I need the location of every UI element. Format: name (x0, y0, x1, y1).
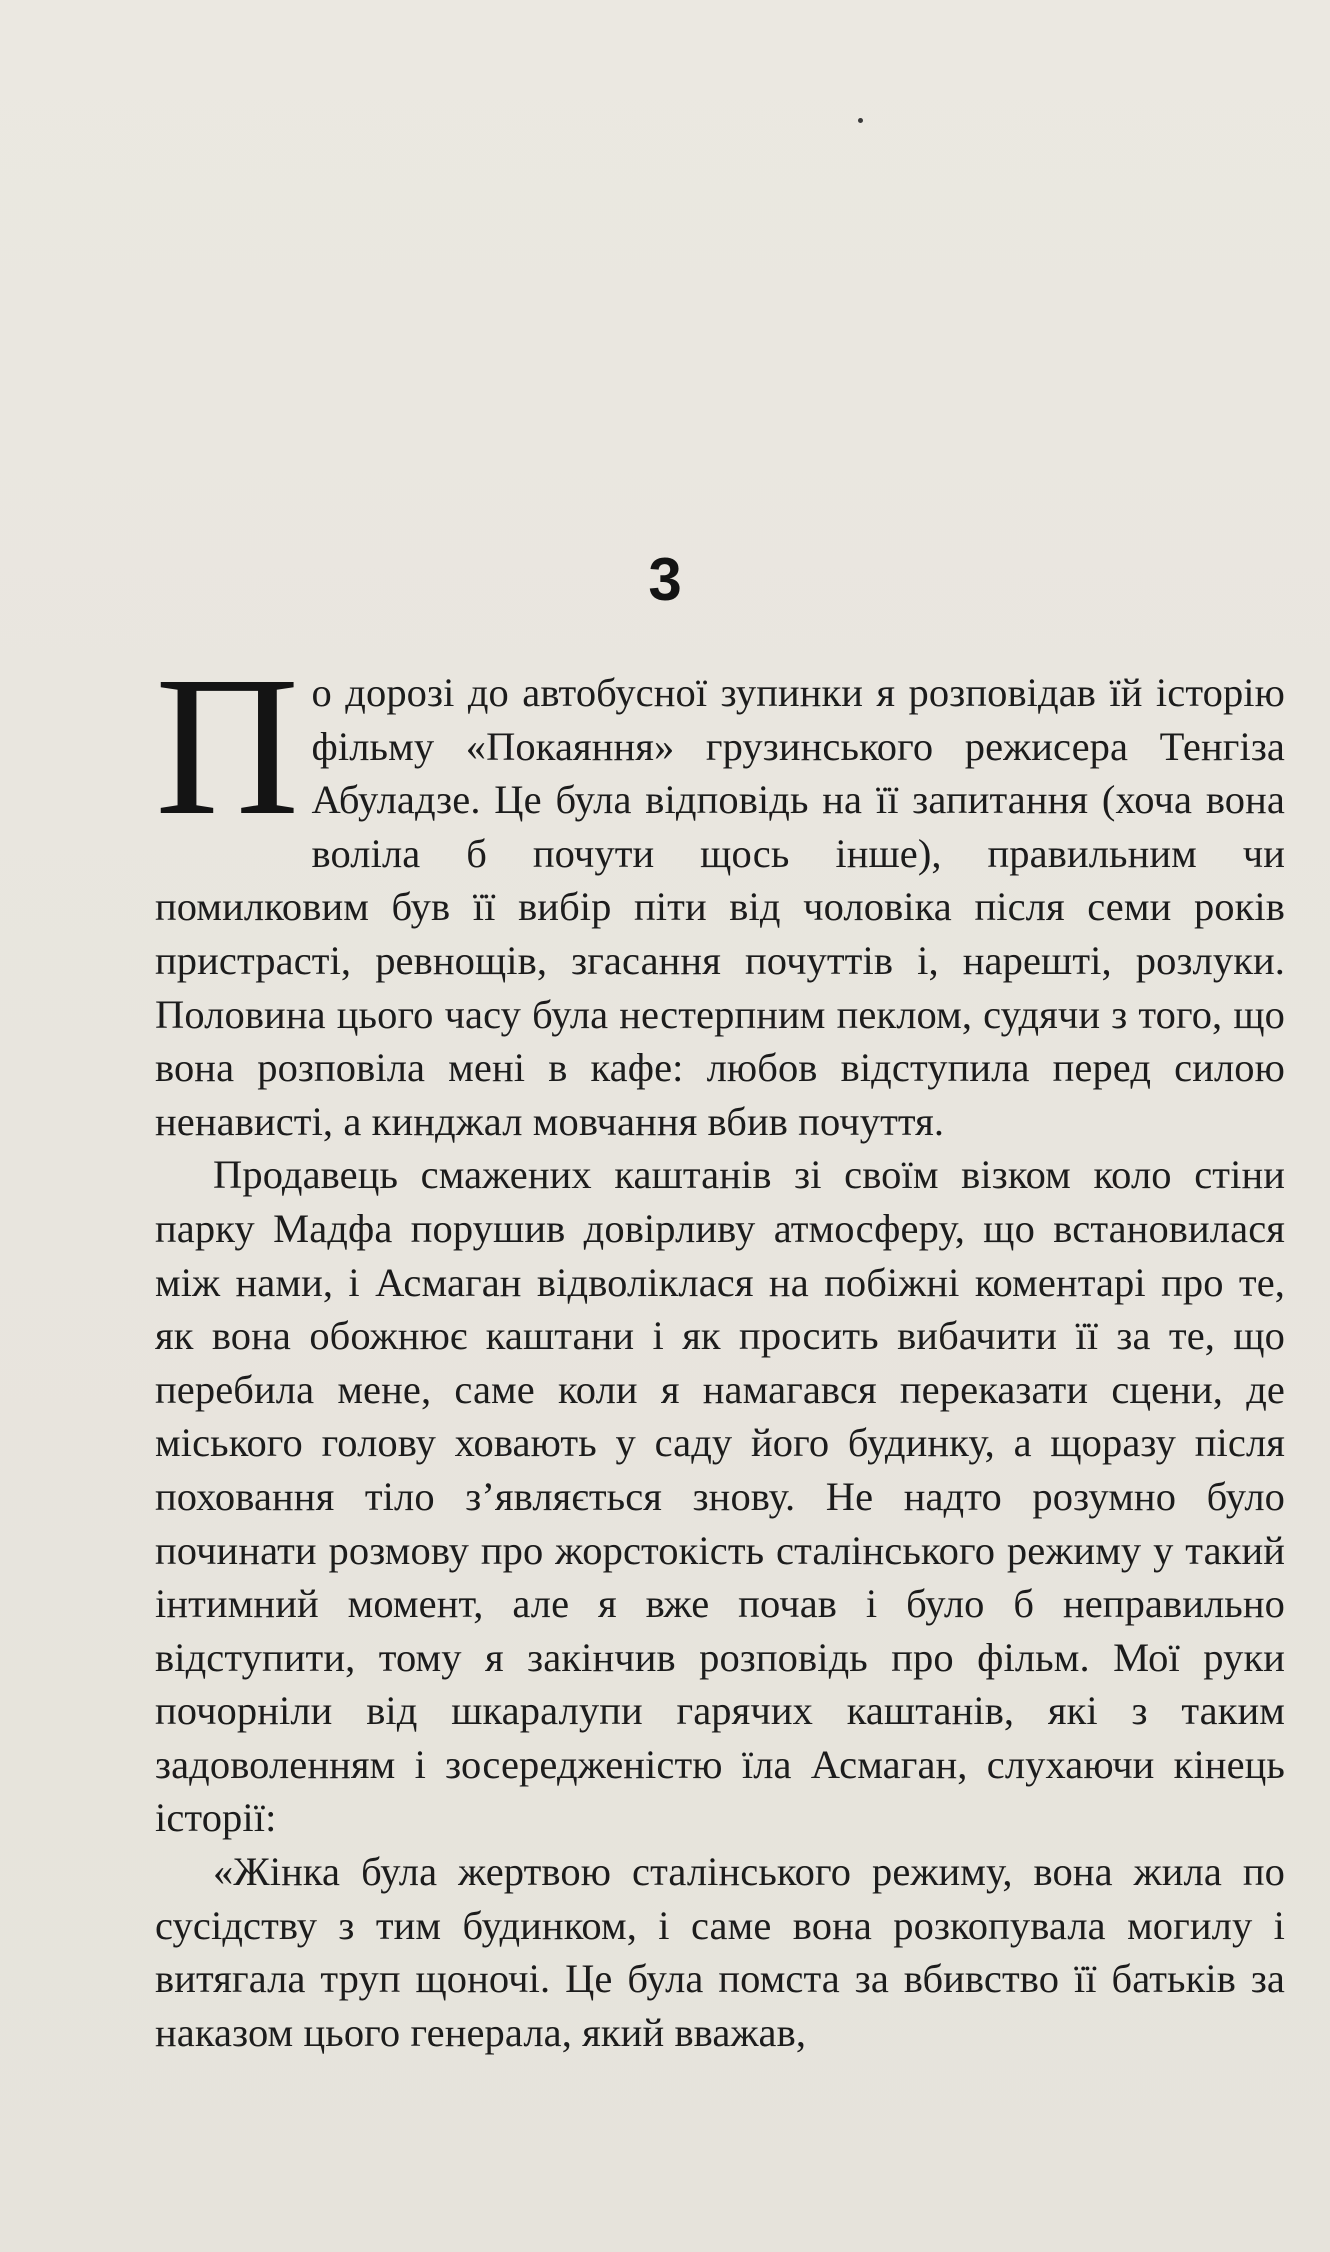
paragraph-2: Продавець смажених каштанів зі своїм візком коло стіни парку Мадфа порушив довірливу атмосферу, що встановилася між нами, і Асмаган відволіклася на побіжні коментарі про те, як вона обожнює каштани і як просить вибачити її за те, що перебила мене, саме коли я намагався переказати сцени, де міського голову ховають у саду його будинку, а щоразу після поховання тіло з’являється знову. Не надто розумно було починати розмову про жорстокість сталінського режиму у такий інтимний момент, але я вже почав і було б неправильно відступити, тому я закінчив розповідь про фільм. Мої руки почорніли від шкаралупи гарячих каштанів, які з таким задоволенням і зосередженістю їла Асмаган, слухаючи кінець історії: (155, 1152, 1285, 1841)
chapter-text (155, 636, 1285, 2059)
paragraph-1 (155, 636, 1285, 1148)
paragraph-3: «Жінка була жертвою сталінського режиму, вона жила по сусідству з тим будинком, і саме вона розкопувала могилу і витягала труп щоночі. Це була помста за вбивство її батьків за наказом цього генерала, який вважав, (155, 1849, 1285, 2055)
paragraph-1-text: о дорозі до автобусної зупинки я розповідав їй історію фільму «Покаяння» грузинського режисера Тенгіза Абуладзе. Це була відповідь на її запитання (хоча вона воліла б почути щось інше), правильним чи помилковим був її вибір піти від чоловіка після семи років пристрасті, ревнощів, згасання почуттів і, нарешті, розлуки. Половина цього часу була нестерпним пеклом, судячи з того, що вона розповіла мені в кафе: любов відступила перед силою ненависті, а кинджал мовчання вбив почуття. (155, 670, 1285, 1144)
ink-speck (858, 118, 863, 123)
chapter-number: 3 (648, 546, 682, 613)
drop-cap: П (155, 636, 300, 857)
